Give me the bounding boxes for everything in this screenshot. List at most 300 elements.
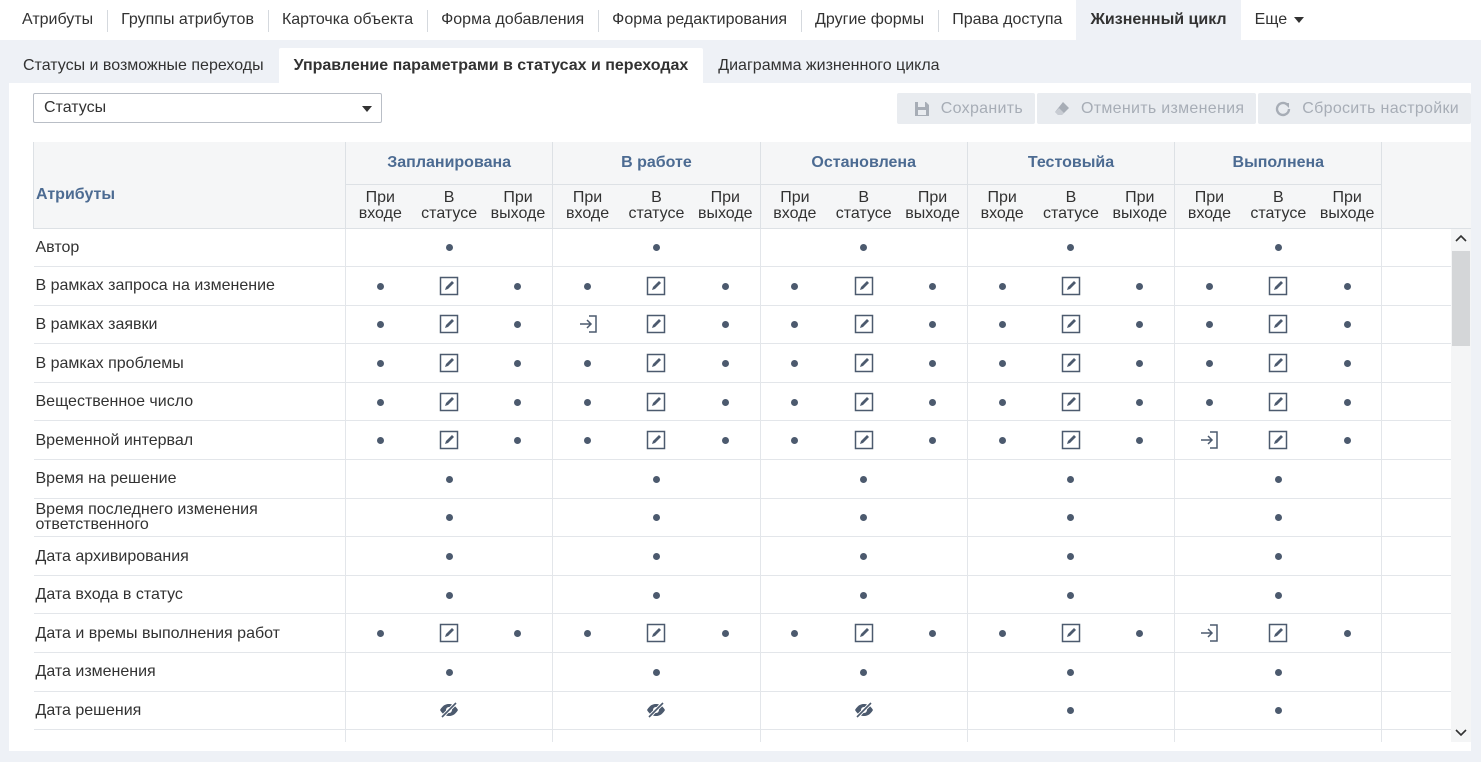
param-cell[interactable] — [484, 575, 553, 614]
param-cell[interactable] — [622, 305, 691, 344]
param-cell[interactable] — [1106, 575, 1175, 614]
sub-header-line1: При — [1332, 189, 1362, 206]
param-cell[interactable] — [691, 537, 760, 576]
param-cell[interactable] — [829, 460, 898, 499]
param-cell[interactable] — [415, 460, 484, 499]
param-cell[interactable] — [1244, 537, 1313, 576]
param-cell[interactable] — [415, 653, 484, 692]
param-cell[interactable] — [967, 305, 1036, 344]
param-cell[interactable] — [1175, 653, 1244, 692]
param-cell[interactable] — [1036, 460, 1105, 499]
param-cell[interactable] — [553, 614, 622, 653]
param-cell[interactable] — [1175, 498, 1244, 537]
param-cell[interactable] — [346, 382, 415, 421]
param-cell[interactable] — [1313, 730, 1382, 742]
edit-icon[interactable] — [1268, 276, 1288, 296]
param-cell[interactable] — [553, 730, 622, 742]
param-cell[interactable] — [1106, 537, 1175, 576]
param-cell[interactable] — [1175, 575, 1244, 614]
param-cell[interactable] — [1244, 267, 1313, 306]
param-cell[interactable] — [691, 653, 760, 692]
param-cell[interactable] — [898, 498, 967, 537]
param-cell[interactable] — [1175, 730, 1244, 742]
param-cell[interactable] — [760, 421, 829, 460]
param-cell[interactable] — [622, 382, 691, 421]
top-tab[interactable] — [107, 0, 268, 40]
param-cell[interactable] — [1106, 228, 1175, 267]
param-cell[interactable] — [691, 228, 760, 267]
dot-icon — [999, 283, 1006, 290]
param-cell[interactable] — [553, 305, 622, 344]
param-cell[interactable] — [622, 537, 691, 576]
edit-icon[interactable] — [1268, 353, 1288, 373]
param-cell[interactable] — [1106, 460, 1175, 499]
param-cell[interactable] — [1036, 344, 1105, 383]
attribute-name: Время на решение — [34, 460, 346, 499]
param-cell[interactable] — [1244, 382, 1313, 421]
param-cell[interactable] — [1244, 614, 1313, 653]
top-tab[interactable] — [938, 0, 1076, 40]
dot-icon — [929, 630, 936, 637]
param-cell[interactable] — [346, 267, 415, 306]
param-cell[interactable] — [760, 575, 829, 614]
param-cell[interactable] — [484, 498, 553, 537]
dot-icon — [860, 514, 867, 521]
param-cell[interactable] — [898, 421, 967, 460]
param-cell[interactable] — [829, 575, 898, 614]
param-cell[interactable] — [898, 344, 967, 383]
param-cell[interactable] — [1175, 691, 1244, 730]
param-cell[interactable] — [760, 460, 829, 499]
edit-icon[interactable] — [439, 430, 459, 450]
edit-icon[interactable] — [1268, 623, 1288, 643]
param-cell[interactable] — [415, 421, 484, 460]
edit-icon[interactable] — [854, 314, 874, 334]
param-cell[interactable] — [760, 267, 829, 306]
top-tab[interactable] — [1241, 0, 1319, 40]
param-cell[interactable] — [346, 653, 415, 692]
edit-icon[interactable] — [1268, 392, 1288, 412]
edit-icon[interactable] — [1061, 314, 1081, 334]
param-cell[interactable] — [484, 537, 553, 576]
param-cell[interactable] — [1036, 730, 1105, 742]
param-cell[interactable] — [553, 228, 622, 267]
enter-icon[interactable] — [1199, 623, 1219, 643]
edit-icon[interactable] — [439, 392, 459, 412]
sub-header — [1313, 184, 1382, 228]
param-cell[interactable] — [898, 653, 967, 692]
param-cell[interactable] — [484, 614, 553, 653]
param-cell[interactable] — [1244, 498, 1313, 537]
param-cell[interactable] — [898, 614, 967, 653]
dot-icon — [999, 399, 1006, 406]
param-cell[interactable] — [1313, 498, 1382, 537]
param-cell[interactable] — [967, 691, 1036, 730]
param-cell[interactable] — [346, 537, 415, 576]
param-cell[interactable] — [415, 614, 484, 653]
param-cell[interactable] — [415, 344, 484, 383]
param-cell[interactable] — [760, 537, 829, 576]
floppy-disk-icon — [913, 100, 931, 118]
param-cell[interactable] — [1106, 614, 1175, 653]
top-tab-label: Еще — [1254, 11, 1288, 28]
param-cell[interactable] — [898, 228, 967, 267]
param-cell[interactable] — [1106, 382, 1175, 421]
param-cell[interactable] — [1244, 344, 1313, 383]
dot-icon — [377, 399, 384, 406]
param-cell[interactable] — [1175, 537, 1244, 576]
param-cell[interactable] — [691, 344, 760, 383]
dot-icon — [1275, 669, 1282, 676]
attribute-name — [34, 730, 346, 742]
param-cell[interactable] — [1175, 344, 1244, 383]
param-cell[interactable] — [346, 614, 415, 653]
param-cell[interactable] — [1036, 228, 1105, 267]
dot-icon — [929, 360, 936, 367]
param-cell[interactable] — [898, 267, 967, 306]
param-cell[interactable] — [622, 653, 691, 692]
param-cell[interactable] — [1106, 344, 1175, 383]
param-cell[interactable] — [760, 382, 829, 421]
param-cell[interactable] — [346, 691, 415, 730]
top-tab[interactable] — [8, 0, 107, 40]
param-cell[interactable] — [415, 691, 484, 730]
param-cell[interactable] — [553, 267, 622, 306]
param-cell[interactable] — [553, 653, 622, 692]
param-cell[interactable] — [553, 691, 622, 730]
param-cell[interactable] — [967, 421, 1036, 460]
table-row — [34, 421, 1471, 460]
dot-icon — [514, 437, 521, 444]
param-cell[interactable] — [1036, 267, 1105, 306]
param-cell[interactable] — [415, 228, 484, 267]
param-cell[interactable] — [760, 228, 829, 267]
top-tab-label: Карточка объекта — [281, 11, 414, 28]
param-cell[interactable] — [1313, 460, 1382, 499]
top-tab[interactable] — [598, 0, 801, 40]
sub-header-line2: статусе — [628, 205, 685, 222]
param-cell[interactable] — [622, 267, 691, 306]
param-cell[interactable] — [484, 730, 553, 742]
edit-icon[interactable] — [646, 623, 666, 643]
param-cell[interactable] — [1175, 460, 1244, 499]
param-cell[interactable] — [691, 421, 760, 460]
param-cell[interactable] — [829, 730, 898, 742]
param-cell[interactable] — [1106, 691, 1175, 730]
param-cell[interactable] — [484, 653, 553, 692]
param-cell[interactable] — [967, 614, 1036, 653]
param-cell[interactable] — [1036, 653, 1105, 692]
param-cell[interactable] — [829, 267, 898, 306]
sub-tab[interactable]: Диаграмма жизненного цикла — [718, 56, 940, 74]
param-cell[interactable] — [829, 498, 898, 537]
param-cell[interactable] — [967, 344, 1036, 383]
param-cell[interactable] — [760, 305, 829, 344]
param-cell[interactable] — [553, 382, 622, 421]
param-cell[interactable] — [1244, 460, 1313, 499]
param-cell[interactable] — [622, 498, 691, 537]
param-cell[interactable] — [622, 575, 691, 614]
param-cell[interactable] — [553, 460, 622, 499]
scroll-down-icon[interactable] — [1455, 726, 1467, 738]
param-cell[interactable] — [346, 228, 415, 267]
param-cell[interactable] — [415, 575, 484, 614]
param-cell[interactable] — [829, 305, 898, 344]
param-cell[interactable] — [898, 305, 967, 344]
param-cell[interactable] — [1175, 382, 1244, 421]
top-tab[interactable] — [427, 0, 598, 40]
param-cell[interactable] — [760, 614, 829, 653]
param-cell[interactable] — [346, 344, 415, 383]
eye-slash-icon[interactable] — [854, 701, 874, 719]
param-cell[interactable] — [484, 691, 553, 730]
param-cell[interactable] — [1313, 382, 1382, 421]
chevron-down-icon — [362, 106, 372, 112]
param-cell[interactable] — [829, 537, 898, 576]
param-cell[interactable] — [967, 382, 1036, 421]
table-row — [34, 653, 1471, 692]
edit-icon[interactable] — [646, 314, 666, 334]
dot-icon — [1344, 437, 1351, 444]
param-cell[interactable] — [1244, 421, 1313, 460]
enter-icon[interactable] — [1199, 430, 1219, 450]
edit-icon[interactable] — [1061, 430, 1081, 450]
param-cell[interactable] — [967, 730, 1036, 742]
param-cell[interactable] — [1106, 305, 1175, 344]
param-cell[interactable] — [829, 653, 898, 692]
param-cell[interactable] — [829, 228, 898, 267]
param-cell[interactable] — [1313, 228, 1382, 267]
edit-icon[interactable] — [1061, 353, 1081, 373]
edit-icon[interactable] — [646, 276, 666, 296]
enter-icon[interactable] — [578, 314, 598, 334]
param-cell[interactable] — [622, 691, 691, 730]
cancel-changes-button[interactable] — [1037, 93, 1256, 124]
param-cell[interactable] — [622, 344, 691, 383]
param-cell[interactable] — [967, 498, 1036, 537]
dot-icon — [1136, 360, 1143, 367]
param-cell[interactable] — [760, 691, 829, 730]
param-cell[interactable] — [1036, 305, 1105, 344]
param-cell[interactable] — [829, 382, 898, 421]
param-cell[interactable] — [415, 382, 484, 421]
param-cell[interactable] — [346, 460, 415, 499]
edit-icon[interactable] — [854, 276, 874, 296]
reset-settings-button[interactable] — [1258, 93, 1471, 124]
param-cell[interactable] — [967, 460, 1036, 499]
param-cell[interactable] — [415, 730, 484, 742]
param-cell[interactable] — [346, 421, 415, 460]
edit-icon[interactable] — [646, 392, 666, 412]
param-cell[interactable] — [967, 267, 1036, 306]
param-cell[interactable] — [622, 730, 691, 742]
edit-icon[interactable] — [1061, 276, 1081, 296]
param-cell[interactable] — [1313, 305, 1382, 344]
param-cell[interactable] — [415, 267, 484, 306]
param-cell[interactable] — [553, 498, 622, 537]
param-cell[interactable] — [622, 460, 691, 499]
param-cell[interactable] — [484, 305, 553, 344]
edit-icon[interactable] — [1061, 623, 1081, 643]
edit-icon[interactable] — [646, 430, 666, 450]
eye-slash-icon[interactable] — [646, 701, 666, 719]
param-cell[interactable] — [415, 498, 484, 537]
param-cell[interactable] — [691, 305, 760, 344]
param-cell[interactable] — [760, 653, 829, 692]
param-cell[interactable] — [484, 267, 553, 306]
param-cell[interactable] — [898, 691, 967, 730]
param-cell[interactable] — [415, 305, 484, 344]
param-cell[interactable] — [1313, 537, 1382, 576]
param-cell[interactable] — [967, 575, 1036, 614]
param-cell[interactable] — [1244, 228, 1313, 267]
param-cell[interactable] — [898, 460, 967, 499]
scrollbar-thumb[interactable] — [1452, 251, 1470, 346]
param-cell[interactable] — [415, 537, 484, 576]
param-cell[interactable] — [1106, 730, 1175, 742]
param-cell[interactable] — [898, 730, 967, 742]
param-cell[interactable] — [1244, 730, 1313, 742]
param-cell[interactable] — [691, 460, 760, 499]
param-cell[interactable] — [484, 460, 553, 499]
param-cell[interactable] — [484, 382, 553, 421]
sub-header-line1: В — [443, 189, 455, 206]
param-cell[interactable] — [553, 344, 622, 383]
param-cell[interactable] — [1313, 267, 1382, 306]
param-cell[interactable] — [1244, 305, 1313, 344]
param-cell[interactable] — [1106, 498, 1175, 537]
edit-icon[interactable] — [1268, 314, 1288, 334]
dot-icon — [653, 592, 660, 599]
top-tab[interactable] — [268, 0, 427, 40]
param-cell[interactable] — [829, 344, 898, 383]
param-cell[interactable] — [691, 267, 760, 306]
param-cell[interactable] — [691, 730, 760, 742]
param-cell[interactable] — [1313, 421, 1382, 460]
sub-tab[interactable]: Управление параметрами в статусах и переходах — [279, 48, 704, 83]
dot-icon — [1067, 244, 1074, 251]
param-cell[interactable] — [760, 498, 829, 537]
param-cell[interactable] — [1036, 421, 1105, 460]
sub-tab[interactable]: Статусы и возможные переходы — [23, 56, 264, 74]
edit-icon[interactable] — [854, 430, 874, 450]
param-cell[interactable] — [1313, 344, 1382, 383]
edit-icon[interactable] — [854, 353, 874, 373]
param-cell[interactable] — [1036, 691, 1105, 730]
edit-icon[interactable] — [854, 623, 874, 643]
edit-icon[interactable] — [1268, 430, 1288, 450]
dot-icon — [1275, 476, 1282, 483]
param-cell[interactable] — [691, 382, 760, 421]
param-cell[interactable] — [691, 691, 760, 730]
table-row — [34, 267, 1471, 306]
param-cell[interactable] — [622, 421, 691, 460]
param-cell[interactable] — [484, 344, 553, 383]
param-cell[interactable] — [1313, 691, 1382, 730]
sub-header-line2: входе — [358, 205, 402, 222]
param-cell[interactable] — [484, 228, 553, 267]
param-cell[interactable] — [1175, 305, 1244, 344]
param-cell[interactable] — [760, 730, 829, 742]
param-cell[interactable] — [967, 653, 1036, 692]
param-cell[interactable] — [1036, 382, 1105, 421]
param-cell[interactable] — [1106, 267, 1175, 306]
param-cell[interactable] — [967, 537, 1036, 576]
edit-icon[interactable] — [439, 276, 459, 296]
eye-slash-icon[interactable] — [439, 701, 459, 719]
param-cell[interactable] — [1244, 653, 1313, 692]
dot-icon — [377, 437, 384, 444]
param-cell[interactable] — [898, 575, 967, 614]
edit-icon[interactable] — [439, 314, 459, 334]
param-cell[interactable] — [622, 614, 691, 653]
sub-header-line2: выходе — [1112, 205, 1168, 222]
param-cell[interactable] — [484, 421, 553, 460]
edit-icon[interactable] — [439, 353, 459, 373]
dot-icon — [1206, 360, 1213, 367]
edit-icon[interactable] — [1061, 392, 1081, 412]
param-cell[interactable] — [1106, 653, 1175, 692]
param-cell[interactable] — [1175, 228, 1244, 267]
param-cell[interactable] — [691, 575, 760, 614]
param-cell[interactable] — [1175, 267, 1244, 306]
edit-icon[interactable] — [854, 392, 874, 412]
save-button[interactable] — [897, 93, 1035, 124]
param-cell[interactable] — [829, 421, 898, 460]
edit-icon[interactable] — [646, 353, 666, 373]
param-cell[interactable] — [1313, 653, 1382, 692]
param-cell[interactable] — [691, 614, 760, 653]
param-cell[interactable] — [346, 575, 415, 614]
param-cell[interactable] — [1244, 575, 1313, 614]
status-header: Запланирована — [346, 142, 553, 184]
param-cell[interactable] — [1313, 614, 1382, 653]
param-cell[interactable] — [1244, 691, 1313, 730]
param-cell[interactable] — [1106, 421, 1175, 460]
param-cell[interactable] — [898, 382, 967, 421]
status-select[interactable] — [33, 93, 382, 123]
dot-icon — [999, 360, 1006, 367]
param-cell[interactable] — [553, 575, 622, 614]
param-cell[interactable] — [1036, 614, 1105, 653]
param-cell[interactable] — [760, 344, 829, 383]
param-cell[interactable] — [829, 691, 898, 730]
param-cell[interactable] — [553, 537, 622, 576]
edit-icon[interactable] — [439, 623, 459, 643]
param-cell[interactable] — [1175, 614, 1244, 653]
table-row — [34, 498, 1471, 537]
top-tab[interactable] — [1076, 0, 1240, 40]
top-tab[interactable] — [801, 0, 938, 40]
scroll-up-icon[interactable] — [1455, 233, 1467, 245]
param-cell[interactable] — [691, 498, 760, 537]
param-cell[interactable] — [1036, 498, 1105, 537]
param-cell[interactable] — [1036, 575, 1105, 614]
vertical-scrollbar[interactable] — [1451, 229, 1471, 742]
param-cell[interactable] — [622, 228, 691, 267]
param-cell[interactable] — [553, 421, 622, 460]
param-cell[interactable] — [829, 614, 898, 653]
param-cell[interactable] — [346, 498, 415, 537]
param-cell[interactable] — [1036, 537, 1105, 576]
param-cell[interactable] — [346, 730, 415, 742]
param-cell[interactable] — [898, 537, 967, 576]
param-cell[interactable] — [1175, 421, 1244, 460]
param-cell[interactable] — [967, 228, 1036, 267]
param-cell[interactable] — [1313, 575, 1382, 614]
attribute-name: Автор — [34, 228, 346, 267]
param-cell[interactable] — [346, 305, 415, 344]
